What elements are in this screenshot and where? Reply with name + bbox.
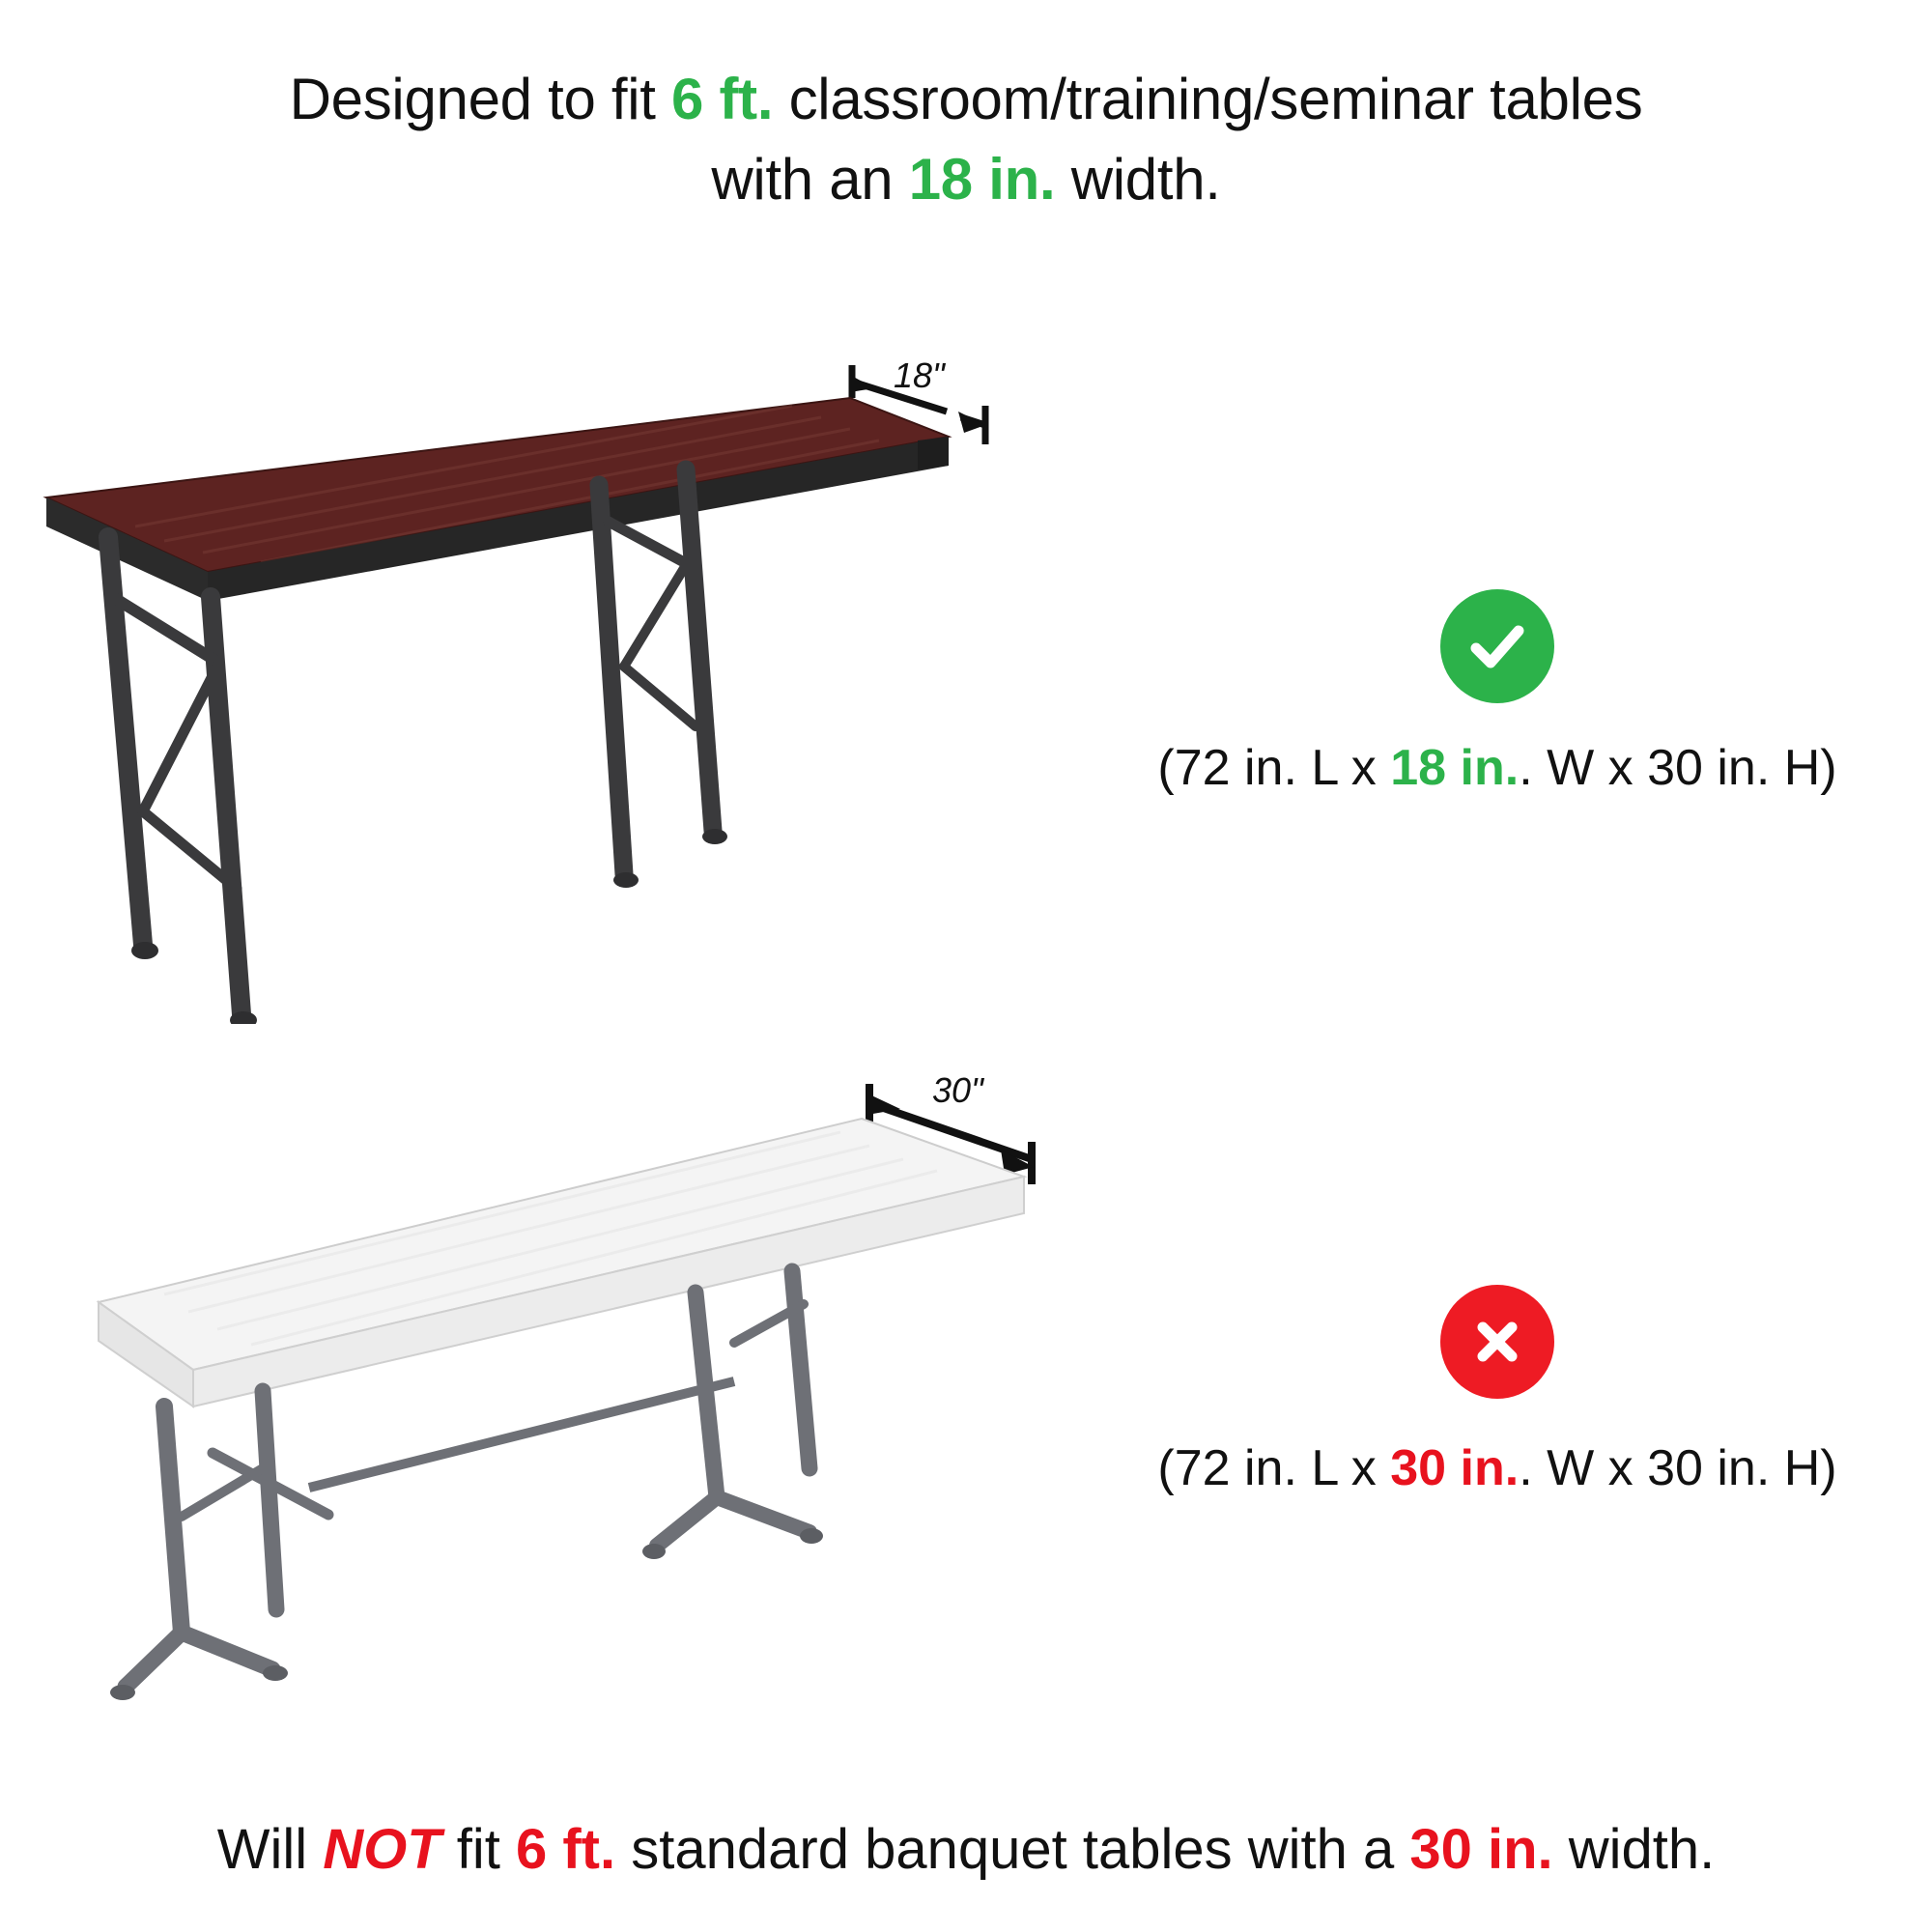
caption-highlight-width-30: 30 in. xyxy=(1390,1440,1520,1496)
table-legs-rear xyxy=(657,1271,810,1546)
table-legs-right xyxy=(599,469,713,874)
banquet-table-svg xyxy=(19,1063,1063,1739)
leg-foot xyxy=(131,942,158,959)
panel-incompatible-table xyxy=(0,1063,1932,1758)
status-badge-incompatible xyxy=(1440,1285,1554,1399)
headline-highlight-size: 6 ft. xyxy=(671,67,774,131)
table-legs-left xyxy=(108,537,242,1014)
caption-highlight-width-18: 18 in. xyxy=(1390,740,1520,796)
footer-note: Will NOT fit 6 ft. standard banquet tables with a 30 in. width. xyxy=(216,1818,1716,1881)
dimension-label-30: 30" xyxy=(932,1070,983,1110)
table-top xyxy=(46,398,949,601)
status-column-compatible xyxy=(1082,348,1913,1024)
seminar-table-svg xyxy=(19,348,1063,1024)
footer-not-emphasis: NOT xyxy=(323,1818,441,1881)
footer-size-highlight: 6 ft. xyxy=(516,1818,616,1881)
headline-highlight-width: 18 in. xyxy=(908,146,1056,212)
status-badge-compatible xyxy=(1440,589,1554,703)
leg-foot xyxy=(642,1544,666,1559)
illustration-mahogany-seminar-table xyxy=(19,348,1063,1024)
leg-foot xyxy=(263,1665,288,1681)
leg-foot xyxy=(110,1685,135,1700)
caption-incompatible-dimensions: (72 in. L x 30 in.. W x 30 in. H) xyxy=(1157,1440,1837,1496)
footer-width-highlight: 30 in. xyxy=(1409,1818,1553,1881)
panel-compatible-table xyxy=(0,348,1932,1024)
cross-icon xyxy=(1463,1308,1531,1376)
status-column-incompatible xyxy=(1082,1063,1913,1739)
check-icon xyxy=(1463,612,1531,680)
leg-foot xyxy=(702,829,727,844)
dimension-label-18: 18" xyxy=(894,355,945,395)
illustration-white-banquet-table xyxy=(19,1063,1063,1739)
headline-line-1: Designed to fit 6 ft. classroom/training/seminar tables xyxy=(289,67,1643,131)
headline-line-2: with an 18 in. width. xyxy=(711,146,1221,212)
table-legs-front xyxy=(126,1391,328,1687)
leg-foot xyxy=(613,872,639,888)
table-top xyxy=(99,1119,1024,1406)
leg-foot xyxy=(800,1528,823,1544)
caption-compatible-dimensions: (72 in. L x 18 in.. W x 30 in. H) xyxy=(1157,740,1837,796)
headline xyxy=(0,60,1932,220)
table-crossbar xyxy=(309,1381,734,1488)
